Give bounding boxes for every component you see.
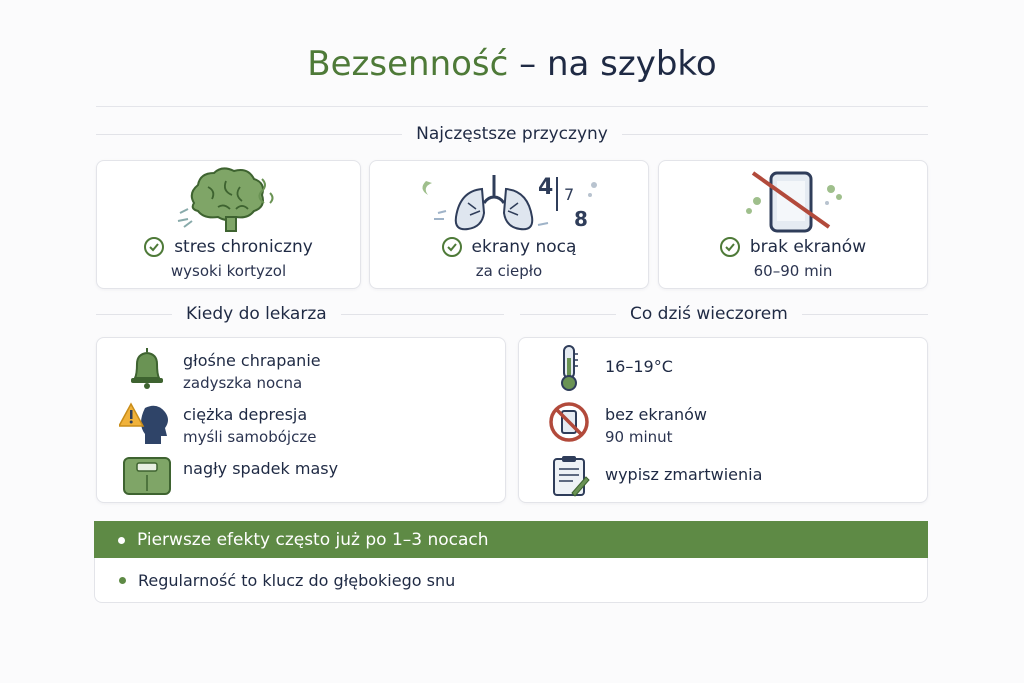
item-label: głośne chrapanie	[183, 351, 321, 370]
cause-label: brak ekranów	[749, 237, 867, 257]
cause-card-no-screens	[658, 160, 928, 289]
divider	[520, 314, 616, 315]
tonight-card	[518, 337, 928, 503]
divider	[96, 314, 172, 315]
cause-card-stress	[96, 160, 361, 289]
cause-sub: wysoki kortyzol	[170, 262, 287, 280]
page-title	[0, 44, 1024, 84]
no-screen-icon	[541, 398, 597, 446]
clipboard-icon	[541, 452, 597, 500]
brain-stress-icon	[174, 167, 284, 237]
thermometer-icon	[541, 344, 597, 392]
divider	[622, 134, 928, 135]
item-sub: myśli samobójcze	[183, 428, 317, 446]
lungs-numbers-icon	[414, 167, 604, 235]
item-label: nagły spadek masy	[183, 459, 339, 478]
item-sub: zadyszka nocna	[183, 374, 303, 392]
tonight-heading: Co dziś wieczorem	[630, 304, 788, 324]
cause-card-screens	[369, 160, 649, 289]
divider	[802, 314, 928, 315]
list-item	[541, 398, 707, 448]
item-label: ciężka depresja	[183, 405, 308, 424]
scale-icon	[119, 452, 175, 500]
cause-label: ekrany nocą	[471, 237, 577, 257]
secondary-tip	[94, 558, 928, 603]
number-label: 4	[538, 175, 554, 200]
title-main: Bezsenność	[307, 44, 509, 84]
list-item	[541, 452, 762, 500]
warning-head-icon	[119, 398, 175, 446]
no-phone-icon	[733, 167, 853, 237]
check-icon	[442, 237, 462, 257]
check-icon	[720, 237, 740, 257]
item-sub: 90 minut	[605, 428, 673, 446]
cause-label: stres chroniczny	[174, 237, 313, 257]
doctor-heading: Kiedy do lekarza	[186, 304, 327, 324]
secondary-text: Regularność to klucz do głębokiego snu	[138, 570, 456, 590]
divider	[96, 134, 402, 135]
title-rest: – na szybko	[508, 44, 717, 84]
list-item	[119, 452, 338, 500]
list-item	[119, 398, 316, 448]
list-item	[541, 344, 673, 392]
check-icon	[144, 237, 164, 257]
highlight-text: Pierwsze efekty często już po 1–3 nocach	[137, 530, 489, 550]
causes-heading: Najczęstsze przyczyny	[416, 124, 608, 144]
item-label: 16–19°C	[605, 357, 673, 376]
divider	[341, 314, 504, 315]
cause-sub: za ciepło	[475, 262, 543, 280]
number-label: 8	[574, 207, 588, 231]
highlight-banner	[94, 521, 928, 559]
title-divider	[96, 106, 928, 107]
bullet-icon	[118, 537, 125, 544]
doctor-card	[96, 337, 506, 503]
cause-sub: 60–90 min	[753, 262, 833, 280]
doctor-header	[96, 304, 504, 324]
item-label: bez ekranów	[605, 405, 707, 424]
bell-icon	[119, 344, 175, 392]
tonight-header	[520, 304, 928, 324]
number-label: 7	[564, 185, 575, 204]
list-item	[119, 344, 321, 394]
bullet-icon	[119, 577, 126, 584]
item-label: wypisz zmartwienia	[605, 465, 763, 484]
causes-header	[96, 124, 928, 144]
